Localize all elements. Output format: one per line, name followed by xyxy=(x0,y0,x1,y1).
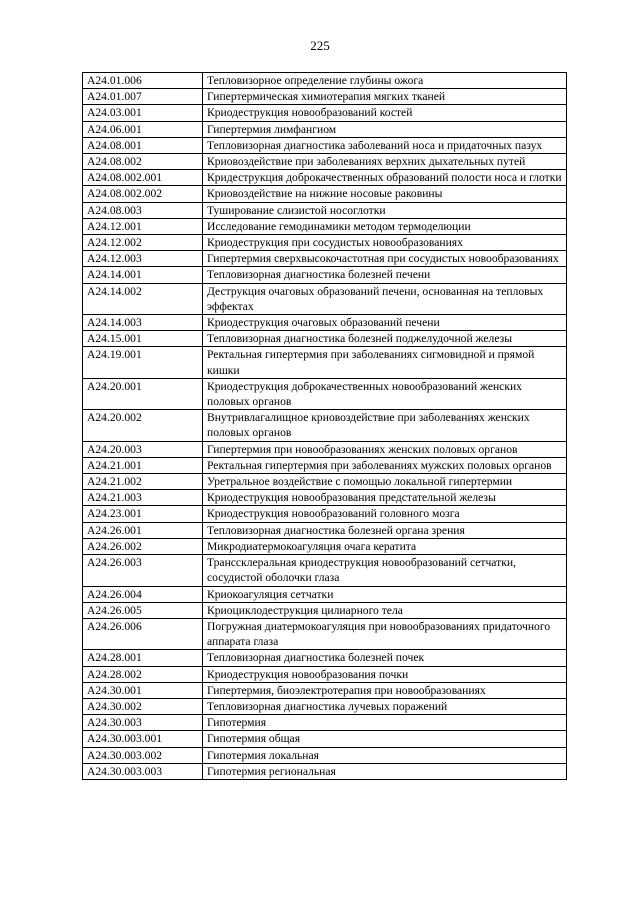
table-row xyxy=(83,555,567,586)
service-code-cell: A24.30.001 xyxy=(83,682,203,698)
service-code-cell: A24.23.001 xyxy=(83,506,203,522)
table-row xyxy=(83,73,567,89)
service-code-cell: A24.12.002 xyxy=(83,235,203,251)
service-name-cell: Тепловизорная диагностика болезней органа зрения xyxy=(203,522,567,538)
service-name-cell: Криодеструкция новообразования предстательной железы xyxy=(203,490,567,506)
service-name-cell: Гипертермия при новообразованиях женских половых органов xyxy=(203,441,567,457)
service-code-cell: A24.30.002 xyxy=(83,698,203,714)
service-code-cell: A24.01.007 xyxy=(83,89,203,105)
service-code-cell: A24.30.003.003 xyxy=(83,763,203,779)
table-row xyxy=(83,315,567,331)
service-code-cell: A24.20.002 xyxy=(83,410,203,441)
service-code-cell: A24.14.002 xyxy=(83,283,203,314)
service-name-cell: Криодеструкция новообразований костей xyxy=(203,105,567,121)
table-row xyxy=(83,347,567,378)
service-name-cell: Гипотермия xyxy=(203,715,567,731)
table-row xyxy=(83,538,567,554)
service-code-cell: A24.03.001 xyxy=(83,105,203,121)
service-code-cell: A24.21.001 xyxy=(83,457,203,473)
service-name-cell: Криовоздействие при заболеваниях верхних дыхательных путей xyxy=(203,154,567,170)
table-row xyxy=(83,154,567,170)
table-row xyxy=(83,715,567,731)
table-row xyxy=(83,170,567,186)
service-name-cell: Ректальная гипертермия при заболеваниях мужских половых органов xyxy=(203,457,567,473)
table-row xyxy=(83,218,567,234)
service-name-cell: Ректальная гипертермия при заболеваниях сигмовидной и прямой кишки xyxy=(203,347,567,378)
service-name-cell: Гипертермия сверхвысокочастотная при сосудистых новообразованиях xyxy=(203,251,567,267)
service-name-cell: Криодеструкция доброкачественных новообразований женских половых органов xyxy=(203,378,567,409)
table-row xyxy=(83,666,567,682)
table-row xyxy=(83,490,567,506)
service-name-cell: Кридеструкция доброкачественных образований полости носа и глотки xyxy=(203,170,567,186)
service-code-cell: A24.12.003 xyxy=(83,251,203,267)
service-code-cell: A24.01.006 xyxy=(83,73,203,89)
service-code-cell: A24.26.003 xyxy=(83,555,203,586)
table-row xyxy=(83,410,567,441)
table-row xyxy=(83,731,567,747)
service-name-cell: Туширование слизистой носоглотки xyxy=(203,202,567,218)
service-name-cell: Уретральное воздействие с помощью локальной гипертермии xyxy=(203,474,567,490)
table-row xyxy=(83,235,567,251)
service-name-cell: Исследование гемодинамики методом термоделюции xyxy=(203,218,567,234)
table-row xyxy=(83,763,567,779)
service-code-cell: A24.08.002.002 xyxy=(83,186,203,202)
service-name-cell: Транссклеральная криодеструкция новообразований сетчатки, сосудистой оболочки глаза xyxy=(203,555,567,586)
page-number: 225 xyxy=(310,38,330,53)
service-code-cell: A24.26.005 xyxy=(83,602,203,618)
table-row xyxy=(83,105,567,121)
table-row xyxy=(83,522,567,538)
table-row xyxy=(83,267,567,283)
service-name-cell: Гипотермия региональная xyxy=(203,763,567,779)
service-code-cell: A24.08.003 xyxy=(83,202,203,218)
service-name-cell: Тепловизорная диагностика заболеваний носа и придаточных пазух xyxy=(203,137,567,153)
service-name-cell: Криовоздействие на нижние носовые раковины xyxy=(203,186,567,202)
service-code-cell: A24.28.002 xyxy=(83,666,203,682)
service-code-cell: A24.14.001 xyxy=(83,267,203,283)
table-row xyxy=(83,457,567,473)
table-body xyxy=(83,73,567,780)
table-row xyxy=(83,331,567,347)
service-name-cell: Тепловизорная диагностика болезней почек xyxy=(203,650,567,666)
table-row xyxy=(83,474,567,490)
table-row xyxy=(83,186,567,202)
table-row xyxy=(83,506,567,522)
service-name-cell: Тепловизорное определение глубины ожога xyxy=(203,73,567,89)
table-row xyxy=(83,251,567,267)
service-name-cell: Погружная диатермокоагуляция при новообразованиях придаточного аппарата глаза xyxy=(203,618,567,649)
service-code-cell: A24.06.001 xyxy=(83,121,203,137)
service-code-cell: A24.26.004 xyxy=(83,586,203,602)
service-code-cell: A24.26.001 xyxy=(83,522,203,538)
service-name-cell: Криодеструкция очаговых образований печени xyxy=(203,315,567,331)
service-code-cell: A24.20.001 xyxy=(83,378,203,409)
service-name-cell: Криодеструкция новообразований головного мозга xyxy=(203,506,567,522)
service-name-cell: Гипотермия общая xyxy=(203,731,567,747)
service-code-cell: A24.21.002 xyxy=(83,474,203,490)
service-name-cell: Гипертермия лимфангиом xyxy=(203,121,567,137)
service-code-cell: A24.20.003 xyxy=(83,441,203,457)
service-code-cell: A24.26.002 xyxy=(83,538,203,554)
service-name-cell: Гипертермия, биоэлектротерапия при новообразованиях xyxy=(203,682,567,698)
service-name-cell: Внутривлагалищное криовоздействие при заболеваниях женских половых органов xyxy=(203,410,567,441)
service-code-cell: A24.14.003 xyxy=(83,315,203,331)
table-row xyxy=(83,586,567,602)
table-row xyxy=(83,137,567,153)
service-name-cell: Гипотермия локальная xyxy=(203,747,567,763)
service-code-cell: A24.26.006 xyxy=(83,618,203,649)
service-code-cell: A24.15.001 xyxy=(83,331,203,347)
table-row xyxy=(83,682,567,698)
service-code-cell: A24.08.001 xyxy=(83,137,203,153)
table-row xyxy=(83,602,567,618)
service-code-cell: A24.30.003.002 xyxy=(83,747,203,763)
service-code-cell: A24.30.003.001 xyxy=(83,731,203,747)
service-name-cell: Гипертермическая химиотерапия мягких тканей xyxy=(203,89,567,105)
service-code-cell: A24.28.001 xyxy=(83,650,203,666)
service-name-cell: Микродиатермокоагуляция очага кератита xyxy=(203,538,567,554)
table-row xyxy=(83,378,567,409)
table-row xyxy=(83,747,567,763)
table-row xyxy=(83,441,567,457)
service-code-table xyxy=(82,72,567,780)
service-code-cell: A24.12.001 xyxy=(83,218,203,234)
service-name-cell: Тепловизорная диагностика болезней поджелудочной железы xyxy=(203,331,567,347)
table-row xyxy=(83,698,567,714)
service-name-cell: Тепловизорная диагностика лучевых поражений xyxy=(203,698,567,714)
service-code-cell: A24.19.001 xyxy=(83,347,203,378)
service-code-cell: A24.21.003 xyxy=(83,490,203,506)
table-row xyxy=(83,650,567,666)
table-row xyxy=(83,618,567,649)
service-code-cell: A24.08.002 xyxy=(83,154,203,170)
service-name-cell: Тепловизорная диагностика болезней печени xyxy=(203,267,567,283)
service-code-cell: A24.30.003 xyxy=(83,715,203,731)
service-name-cell: Деструкция очаговых образований печени, основанная на тепловых эффектах xyxy=(203,283,567,314)
service-code-cell: A24.08.002.001 xyxy=(83,170,203,186)
table-row xyxy=(83,202,567,218)
service-name-cell: Криокоагуляция сетчатки xyxy=(203,586,567,602)
table-row xyxy=(83,283,567,314)
service-name-cell: Криодеструкция при сосудистых новообразованиях xyxy=(203,235,567,251)
table-row xyxy=(83,89,567,105)
table-row xyxy=(83,121,567,137)
service-name-cell: Криоциклодеструкция цилиарного тела xyxy=(203,602,567,618)
service-name-cell: Криодеструкция новообразования почки xyxy=(203,666,567,682)
